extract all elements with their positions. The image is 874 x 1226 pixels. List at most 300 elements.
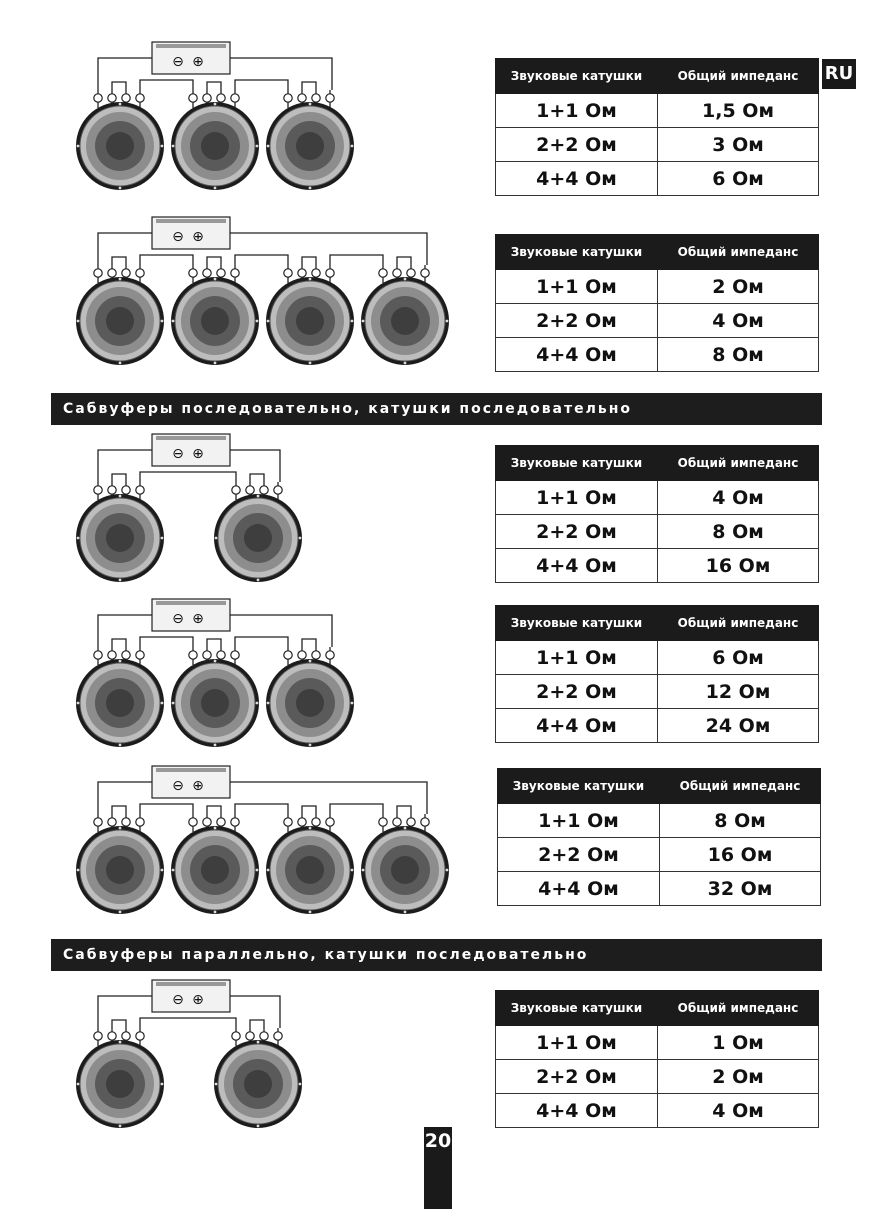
amp-minus-terminal-icon: ⊖ [172,992,184,1008]
amplifier-heatsink [156,436,226,440]
plus-terminal-icon [326,818,334,826]
coil-jumper-wire [302,806,316,814]
mounting-hole [257,1041,260,1044]
coil-jumper-wire [207,639,221,647]
minus-terminal-icon [217,818,225,826]
speaker-link-wire [330,804,383,814]
lead-wire-minus [98,450,152,482]
speaker-dustcap [106,307,134,335]
col-header-coils: Звуковые катушки [496,606,658,641]
impedance-value: 4 Ом [658,481,819,515]
amplifier-heatsink [156,219,226,223]
plus-terminal-icon [108,651,116,659]
table-row [496,304,819,338]
plus-terminal-icon [326,651,334,659]
minus-terminal-icon [312,269,320,277]
section-heading-parallel-series: Сабвуферы параллельно, катушки последовательно [51,939,822,971]
impedance-value: 3 Ом [658,128,819,162]
mounting-hole [309,278,312,281]
table-row [496,709,819,743]
mounting-hole [404,362,407,365]
wiring-diagram-4 [70,595,450,755]
col-header-coils: Звуковые катушки [496,991,658,1026]
speaker-dustcap [244,524,272,552]
mounting-hole [256,702,259,705]
coil-value: 2+2 Ом [498,838,660,872]
minus-terminal-icon [217,651,225,659]
mounting-hole [172,702,175,705]
speaker-dustcap [106,524,134,552]
speaker-link-wire [330,255,383,265]
minus-terminal-icon [189,94,197,102]
mounting-hole [215,537,218,540]
table-row [498,872,821,906]
lead-wire-minus [98,996,152,1028]
minus-terminal-icon [94,818,102,826]
mounting-hole [309,911,312,914]
plus-terminal-icon [246,1032,254,1040]
speaker-dustcap [201,689,229,717]
mounting-hole [119,579,122,582]
mounting-hole [215,1083,218,1086]
minus-terminal-icon [94,486,102,494]
plus-terminal-icon [136,94,144,102]
col-header-coils: Звуковые катушки [496,59,658,94]
minus-terminal-icon [312,651,320,659]
mounting-hole [351,145,354,148]
mounting-hole [309,827,312,830]
mounting-hole [257,1125,260,1128]
amp-minus-terminal-icon: ⊖ [172,446,184,462]
mounting-hole [267,702,270,705]
mounting-hole [119,187,122,190]
speaker-link-wire [140,804,193,814]
plus-terminal-icon [136,486,144,494]
amp-minus-terminal-icon: ⊖ [172,54,184,70]
table-row [496,549,819,583]
mounting-hole [77,320,80,323]
minus-terminal-icon [232,486,240,494]
amp-minus-terminal-icon: ⊖ [172,611,184,627]
plus-terminal-icon [298,269,306,277]
col-header-impedance: Общий импеданс [658,59,819,94]
impedance-value: 24 Ом [658,709,819,743]
amp-plus-terminal-icon: ⊕ [192,611,204,627]
mounting-hole [214,187,217,190]
mounting-hole [119,827,122,830]
coil-value: 4+4 Ом [498,872,660,906]
mounting-hole [309,660,312,663]
minus-terminal-icon [260,486,268,494]
speaker-dustcap [201,856,229,884]
plus-terminal-icon [421,269,429,277]
coil-value: 4+4 Ом [496,549,658,583]
coil-jumper-wire [302,257,316,265]
impedance-value: 2 Ом [658,270,819,304]
plus-terminal-icon [136,1032,144,1040]
coil-value: 1+1 Ом [496,270,658,304]
coil-jumper-wire [397,806,411,814]
amp-minus-terminal-icon: ⊖ [172,229,184,245]
impedance-value: 12 Ом [658,675,819,709]
wiring-diagram-2 [70,213,450,373]
wiring-diagram-1 [70,38,450,198]
minus-terminal-icon [94,651,102,659]
mounting-hole [214,827,217,830]
coil-jumper-wire [250,1020,264,1028]
mounting-hole [362,869,365,872]
impedance-table-5 [497,768,821,906]
minus-terminal-icon [284,269,292,277]
lead-wire-plus [230,450,280,482]
plus-terminal-icon [203,269,211,277]
speaker-dustcap [106,132,134,160]
minus-terminal-icon [232,1032,240,1040]
coil-jumper-wire [207,82,221,90]
plus-terminal-icon [136,818,144,826]
coil-jumper-wire [112,806,126,814]
coil-value: 1+1 Ом [496,481,658,515]
impedance-table-4 [495,605,819,743]
amplifier-heatsink [156,982,226,986]
mounting-hole [267,869,270,872]
impedance-value: 8 Ом [660,804,821,838]
lead-wire-minus [98,782,152,814]
col-header-impedance: Общий импеданс [658,446,819,481]
coil-jumper-wire [302,639,316,647]
table-row [496,1060,819,1094]
speaker-dustcap [201,132,229,160]
section-heading-series-series: Сабвуферы последовательно, катушки последовательно [51,393,822,425]
impedance-value: 8 Ом [658,515,819,549]
amp-plus-terminal-icon: ⊕ [192,446,204,462]
mounting-hole [404,827,407,830]
minus-terminal-icon [407,818,415,826]
speaker-link-wire [140,255,193,265]
minus-terminal-icon [379,818,387,826]
mounting-hole [351,702,354,705]
coil-jumper-wire [112,474,126,482]
plus-terminal-icon [231,651,239,659]
page-number: 20 [424,1127,452,1209]
mounting-hole [309,362,312,365]
lead-wire-plus [230,58,332,90]
mounting-hole [267,145,270,148]
plus-terminal-icon [274,1032,282,1040]
col-header-impedance: Общий импеданс [660,769,821,804]
minus-terminal-icon [122,269,130,277]
speaker-link-wire [235,637,288,647]
table-row [496,675,819,709]
wiring-diagram-3 [70,430,450,590]
speaker-link-wire [140,472,236,482]
col-header-impedance: Общий импеданс [658,235,819,270]
impedance-value: 16 Ом [658,549,819,583]
speaker-dustcap [201,307,229,335]
mounting-hole [119,1041,122,1044]
minus-terminal-icon [122,651,130,659]
amplifier-heatsink [156,601,226,605]
minus-terminal-icon [284,818,292,826]
plus-terminal-icon [108,269,116,277]
mounting-hole [404,911,407,914]
mounting-hole [309,187,312,190]
speaker-dustcap [296,856,324,884]
mounting-hole [309,103,312,106]
coil-value: 4+4 Ом [496,709,658,743]
mounting-hole [351,320,354,323]
col-header-coils: Звуковые катушки [496,446,658,481]
mounting-hole [77,1083,80,1086]
impedance-table-2 [495,234,819,372]
speaker-dustcap [106,1070,134,1098]
plus-terminal-icon [108,1032,116,1040]
impedance-value: 1,5 Ом [658,94,819,128]
speaker-link-wire [235,255,288,265]
impedance-value: 4 Ом [658,304,819,338]
plus-terminal-icon [298,818,306,826]
mounting-hole [256,869,259,872]
minus-terminal-icon [312,818,320,826]
coil-jumper-wire [112,82,126,90]
mounting-hole [214,362,217,365]
mounting-hole [119,744,122,747]
mounting-hole [214,103,217,106]
coil-value: 4+4 Ом [496,162,658,196]
minus-terminal-icon [122,486,130,494]
minus-terminal-icon [122,818,130,826]
impedance-value: 8 Ом [658,338,819,372]
impedance-value: 6 Ом [658,641,819,675]
amplifier-heatsink [156,44,226,48]
plus-terminal-icon [393,818,401,826]
speaker-dustcap [391,856,419,884]
speaker-dustcap [296,307,324,335]
table-row [496,1026,819,1060]
mounting-hole [404,278,407,281]
coil-value: 2+2 Ом [496,675,658,709]
table-row [496,481,819,515]
minus-terminal-icon [284,651,292,659]
mounting-hole [119,911,122,914]
plus-terminal-icon [136,269,144,277]
mounting-hole [257,579,260,582]
mounting-hole [172,145,175,148]
mounting-hole [267,320,270,323]
col-header-impedance: Общий импеданс [658,991,819,1026]
wiring-diagram-6 [70,976,450,1136]
mounting-hole [161,702,164,705]
coil-jumper-wire [112,1020,126,1028]
minus-terminal-icon [189,651,197,659]
coil-value: 2+2 Ом [496,128,658,162]
mounting-hole [299,1083,302,1086]
plus-terminal-icon [108,486,116,494]
table-row [496,641,819,675]
lead-wire-minus [98,58,152,90]
plus-terminal-icon [108,94,116,102]
minus-terminal-icon [122,1032,130,1040]
speaker-dustcap [106,856,134,884]
minus-terminal-icon [284,94,292,102]
coil-jumper-wire [112,257,126,265]
mounting-hole [446,869,449,872]
mounting-hole [299,537,302,540]
speaker-dustcap [296,132,324,160]
coil-jumper-wire [250,474,264,482]
col-header-coils: Звуковые катушки [498,769,660,804]
lead-wire-minus [98,615,152,647]
amp-plus-terminal-icon: ⊕ [192,992,204,1008]
wiring-diagram-5 [70,762,450,922]
plus-terminal-icon [203,651,211,659]
plus-terminal-icon [326,94,334,102]
impedance-value: 16 Ом [660,838,821,872]
mounting-hole [119,278,122,281]
mounting-hole [119,660,122,663]
mounting-hole [256,145,259,148]
table-row [496,1094,819,1128]
mounting-hole [256,320,259,323]
plus-terminal-icon [393,269,401,277]
minus-terminal-icon [217,269,225,277]
speaker-link-wire [235,804,288,814]
mounting-hole [446,320,449,323]
plus-terminal-icon [326,269,334,277]
mounting-hole [257,495,260,498]
minus-terminal-icon [217,94,225,102]
table-row [496,94,819,128]
mounting-hole [161,145,164,148]
mounting-hole [77,145,80,148]
mounting-hole [214,660,217,663]
amplifier-heatsink [156,768,226,772]
coil-value: 2+2 Ом [496,515,658,549]
impedance-value: 1 Ом [658,1026,819,1060]
mounting-hole [214,278,217,281]
minus-terminal-icon [189,269,197,277]
plus-terminal-icon [274,486,282,494]
table-row [496,338,819,372]
mounting-hole [161,320,164,323]
coil-value: 1+1 Ом [496,641,658,675]
mounting-hole [214,744,217,747]
coil-value: 1+1 Ом [496,1026,658,1060]
mounting-hole [77,702,80,705]
table-row [498,838,821,872]
plus-terminal-icon [421,818,429,826]
plus-terminal-icon [231,818,239,826]
impedance-value: 32 Ом [660,872,821,906]
speaker-dustcap [106,689,134,717]
minus-terminal-icon [260,1032,268,1040]
mounting-hole [172,320,175,323]
minus-terminal-icon [122,94,130,102]
mounting-hole [362,320,365,323]
impedance-table-6 [495,990,819,1128]
mounting-hole [172,869,175,872]
plus-terminal-icon [203,94,211,102]
coil-jumper-wire [207,806,221,814]
impedance-table-1 [495,58,819,196]
table-row [496,515,819,549]
mounting-hole [119,103,122,106]
impedance-value: 2 Ом [658,1060,819,1094]
plus-terminal-icon [298,94,306,102]
plus-terminal-icon [231,94,239,102]
mounting-hole [161,1083,164,1086]
language-badge: RU [822,59,856,89]
table-row [496,128,819,162]
table-row [498,804,821,838]
table-row [496,270,819,304]
plus-terminal-icon [136,651,144,659]
mounting-hole [351,869,354,872]
plus-terminal-icon [203,818,211,826]
plus-terminal-icon [108,818,116,826]
coil-value: 4+4 Ом [496,338,658,372]
speaker-dustcap [296,689,324,717]
minus-terminal-icon [94,94,102,102]
lead-wire-plus [230,996,280,1028]
mounting-hole [309,744,312,747]
amp-plus-terminal-icon: ⊕ [192,54,204,70]
coil-jumper-wire [207,257,221,265]
col-header-coils: Звуковые катушки [496,235,658,270]
plus-terminal-icon [246,486,254,494]
coil-value: 2+2 Ом [496,1060,658,1094]
speaker-dustcap [244,1070,272,1098]
mounting-hole [77,537,80,540]
mounting-hole [119,495,122,498]
coil-value: 4+4 Ом [496,1094,658,1128]
minus-terminal-icon [407,269,415,277]
amp-plus-terminal-icon: ⊕ [192,229,204,245]
speaker-link-wire [235,80,288,90]
mounting-hole [119,1125,122,1128]
minus-terminal-icon [94,269,102,277]
speaker-link-wire [140,1018,236,1028]
mounting-hole [214,911,217,914]
impedance-value: 4 Ом [658,1094,819,1128]
impedance-table-3 [495,445,819,583]
minus-terminal-icon [379,269,387,277]
coil-jumper-wire [397,257,411,265]
amp-plus-terminal-icon: ⊕ [192,778,204,794]
lead-wire-minus [98,233,152,265]
minus-terminal-icon [94,1032,102,1040]
coil-value: 2+2 Ом [496,304,658,338]
minus-terminal-icon [312,94,320,102]
plus-terminal-icon [298,651,306,659]
minus-terminal-icon [189,818,197,826]
lead-wire-plus [230,615,332,647]
mounting-hole [77,869,80,872]
coil-value: 1+1 Ом [496,94,658,128]
mounting-hole [119,362,122,365]
coil-jumper-wire [112,639,126,647]
coil-jumper-wire [302,82,316,90]
col-header-impedance: Общий импеданс [658,606,819,641]
mounting-hole [161,869,164,872]
speaker-link-wire [140,80,193,90]
mounting-hole [161,537,164,540]
plus-terminal-icon [231,269,239,277]
amp-minus-terminal-icon: ⊖ [172,778,184,794]
speaker-dustcap [391,307,419,335]
coil-value: 1+1 Ом [498,804,660,838]
impedance-value: 6 Ом [658,162,819,196]
